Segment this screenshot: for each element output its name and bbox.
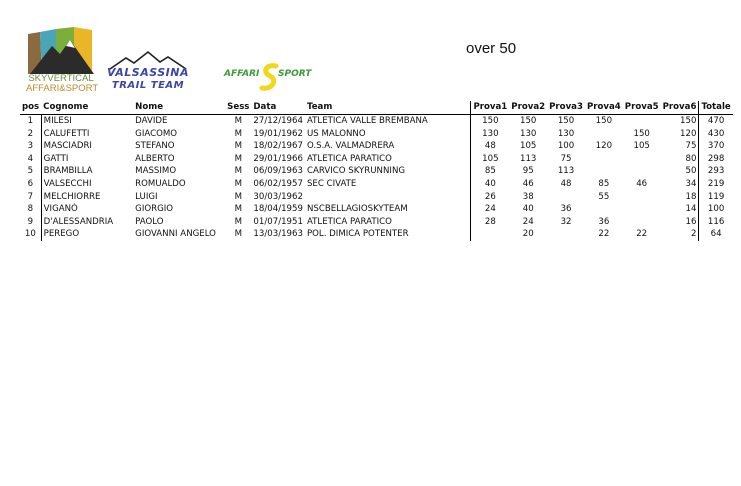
cell-prova2: 130 [520, 128, 537, 139]
skyvertical-text: SKYVERTICAL [28, 73, 94, 84]
skyvertical-mountain-icon [26, 26, 96, 74]
cell-data: 06/02/1957 [253, 178, 303, 189]
cell-prova2: 38 [522, 191, 534, 202]
cell-sesso: M [234, 229, 242, 240]
cell-data: 18/04/1959 [253, 204, 303, 215]
cell-team: O.S.A. VALMADRERA [306, 141, 395, 152]
cell-data: 01/07/1951 [253, 216, 303, 227]
cell-cognome: MILESI [43, 116, 72, 126]
cell-prova1: 48 [471, 140, 509, 153]
cell-nome: ALBERTO [135, 153, 175, 164]
cell-sesso: M [234, 141, 242, 152]
cell-nome: GIORGIO [135, 204, 174, 215]
cell-prova3: 113 [557, 166, 575, 177]
cell-sesso: M [234, 153, 242, 164]
cell-prova6: 50 [685, 166, 697, 177]
cell-team [305, 191, 471, 204]
cell-prova1: 40 [471, 178, 509, 191]
page-title: over 50 [466, 40, 517, 57]
cell-data: 18/02/1967 [253, 141, 303, 152]
header-cognome: Cognome [41, 101, 133, 115]
cell-data: 29/01/1966 [253, 153, 303, 164]
table-row [20, 153, 733, 166]
cell-sesso: M [234, 128, 242, 139]
affari-sport-logo [222, 62, 314, 92]
cell-cognome: VALSECCHI [43, 178, 92, 189]
cell-prova3 [547, 228, 585, 241]
header-pos: pos [20, 101, 41, 115]
cell-sesso: M [234, 191, 242, 202]
cell-cognome: PEREGO [43, 229, 80, 240]
cell-pos: 8 [20, 203, 41, 216]
cell-team: ATLETICA PARATICO [306, 216, 392, 227]
cell-team: NSCBELLAGIOSKYTEAM [306, 204, 408, 215]
header-data: Data [251, 101, 305, 115]
cell-team: ATLETICA VALLE BREMBANA [306, 116, 428, 126]
cell-nome: GIOVANNI ANGELO [135, 229, 216, 240]
cell-prova6: 80 [685, 153, 697, 164]
cell-prova1: 26 [471, 191, 509, 204]
cell-sesso: M [234, 216, 242, 227]
cell-pos: 5 [20, 165, 41, 178]
cell-totale: 298 [699, 153, 733, 166]
cell-prova3: 48 [560, 178, 572, 189]
cell-prova5 [623, 191, 661, 204]
sport-text: SPORT [278, 69, 312, 79]
cell-prova1: 28 [471, 216, 509, 229]
header-sesso: Sess [225, 101, 251, 115]
cell-nome: ROMUALDO [135, 178, 186, 189]
cell-prova6: 150 [680, 116, 697, 126]
cell-prova2: 24 [522, 216, 534, 227]
cell-prova5 [623, 165, 661, 178]
cell-cognome: MELCHIORRE [43, 191, 101, 202]
header-prova3: Prova3 [547, 101, 585, 115]
cell-prova3: 130 [557, 128, 575, 139]
cell-prova4: 55 [598, 191, 610, 202]
table-row [20, 178, 733, 191]
header-prova1: Prova1 [471, 101, 509, 115]
cell-sesso: M [234, 116, 242, 126]
cell-prova1: 105 [471, 153, 509, 166]
cell-nome: LUIGI [135, 191, 158, 202]
cell-prova1: 130 [471, 128, 509, 141]
cell-totale: 430 [699, 128, 733, 141]
cell-prova6: 18 [685, 191, 697, 202]
header-prova5: Prova5 [623, 101, 661, 115]
cell-prova1: 24 [471, 203, 509, 216]
cell-pos: 10 [20, 228, 41, 241]
cell-nome: STEFANO [135, 141, 175, 152]
cell-prova6: 120 [680, 128, 697, 139]
cell-prova2: 105 [520, 141, 537, 152]
cell-prova4 [585, 165, 623, 178]
cell-prova5 [623, 216, 661, 229]
cell-prova2: 40 [522, 204, 534, 215]
cell-prova5: 150 [633, 128, 650, 139]
table-row [20, 165, 733, 178]
cell-prova2: 46 [522, 178, 534, 189]
header-team: Team [305, 101, 471, 115]
cell-cognome: VIGANÒ [43, 204, 78, 215]
cell-prova2: 113 [520, 153, 537, 164]
table-row [20, 228, 733, 241]
cell-cognome: CALUFETTI [43, 128, 90, 139]
cell-prova5 [623, 203, 661, 216]
cell-prova1: 150 [471, 115, 509, 128]
cell-prova5: 22 [636, 229, 648, 240]
cell-totale: 64 [699, 228, 733, 241]
table-row [20, 191, 733, 204]
cell-sesso: M [234, 204, 242, 215]
skyvertical-logo [26, 26, 99, 94]
cell-nome: MASSIMO [135, 166, 177, 177]
cell-prova4: 120 [595, 141, 613, 152]
cell-prova4 [585, 203, 623, 216]
cell-data: 27/12/1964 [253, 116, 303, 126]
cell-pos: 1 [20, 115, 41, 128]
cell-totale: 293 [699, 165, 733, 178]
cell-prova6: 75 [685, 141, 697, 152]
valsassina-trail-team-logo [104, 50, 192, 96]
cell-team: ATLETICA PARATICO [306, 153, 392, 164]
cell-nome: PAOLO [135, 216, 164, 227]
cell-prova3: 32 [560, 216, 572, 227]
cell-prova5 [623, 153, 661, 166]
cell-prova4 [585, 128, 623, 141]
header-nome: Nome [133, 101, 225, 115]
cell-pos: 4 [20, 153, 41, 166]
cell-prova2: 20 [522, 229, 534, 240]
cell-sesso: M [234, 166, 242, 177]
ranking-table [20, 101, 733, 241]
valsassina-text: VALSASSINA [107, 66, 189, 79]
cell-prova3: 100 [557, 141, 575, 152]
table-row [20, 216, 733, 229]
cell-pos: 2 [20, 128, 41, 141]
cell-team: POL. DIMICA POTENTER [306, 229, 409, 240]
cell-prova2: 95 [522, 166, 534, 177]
cell-nome: GIACOMO [135, 128, 178, 139]
cell-prova6: 34 [685, 178, 697, 189]
cell-totale: 470 [699, 115, 733, 128]
cell-prova6: 14 [685, 204, 697, 215]
cell-prova1 [471, 228, 509, 241]
affari-sport-text: AFFARI&SPORT [26, 83, 99, 94]
table-row [20, 115, 733, 128]
cell-team: US MALONNO [306, 128, 366, 139]
cell-nome: DAVIDE [135, 116, 168, 126]
cell-totale: 219 [699, 178, 733, 191]
cell-prova5: 105 [633, 141, 650, 152]
cell-data: 06/09/1963 [253, 166, 303, 177]
table-row [20, 140, 733, 153]
cell-cognome: MASCIADRI [43, 141, 92, 152]
cell-data: 13/03/1963 [253, 229, 303, 240]
cell-prova3: 36 [560, 204, 572, 215]
cell-team: CARVICO SKYRUNNING [306, 166, 406, 177]
trail-team-text: TRAIL TEAM [111, 80, 185, 91]
cell-prova4: 85 [598, 178, 610, 189]
header-prova6: Prova6 [661, 101, 699, 115]
cell-prova3 [547, 191, 585, 204]
cell-pos: 7 [20, 191, 41, 204]
cell-prova4: 150 [595, 116, 613, 126]
table-row [20, 203, 733, 216]
cell-totale: 119 [699, 191, 733, 204]
header-prova4: Prova4 [585, 101, 623, 115]
cell-cognome: GATTI [43, 153, 69, 164]
cell-team: SEC CIVATE [306, 178, 357, 189]
cell-cognome: D'ALESSANDRIA [43, 216, 114, 227]
cell-cognome: BRAMBILLA [43, 166, 93, 177]
affari-text: AFFARI [224, 69, 260, 79]
cell-prova4 [585, 153, 623, 166]
cell-prova3: 75 [560, 153, 572, 164]
cell-totale: 370 [699, 140, 733, 153]
cell-prova6: 2 [690, 229, 697, 240]
cell-data: 19/01/1962 [253, 128, 303, 139]
cell-totale: 116 [699, 216, 733, 229]
cell-sesso: M [234, 178, 242, 189]
cell-prova6: 16 [685, 216, 697, 227]
cell-prova1: 85 [471, 165, 509, 178]
cell-prova3: 150 [557, 116, 575, 126]
cell-pos: 9 [20, 216, 41, 229]
cell-prova2: 150 [520, 116, 537, 126]
table-header-row [20, 101, 733, 115]
header-totale: Totale [699, 101, 733, 115]
table-row [20, 128, 733, 141]
cell-prova5 [623, 115, 661, 128]
cell-prova4: 22 [598, 229, 610, 240]
cell-data: 30/03/1962 [253, 191, 303, 202]
cell-prova5: 46 [636, 178, 648, 189]
cell-totale: 100 [699, 203, 733, 216]
header-prova2: Prova2 [509, 101, 547, 115]
cell-pos: 6 [20, 178, 41, 191]
cell-pos: 3 [20, 140, 41, 153]
cell-prova4: 36 [598, 216, 610, 227]
